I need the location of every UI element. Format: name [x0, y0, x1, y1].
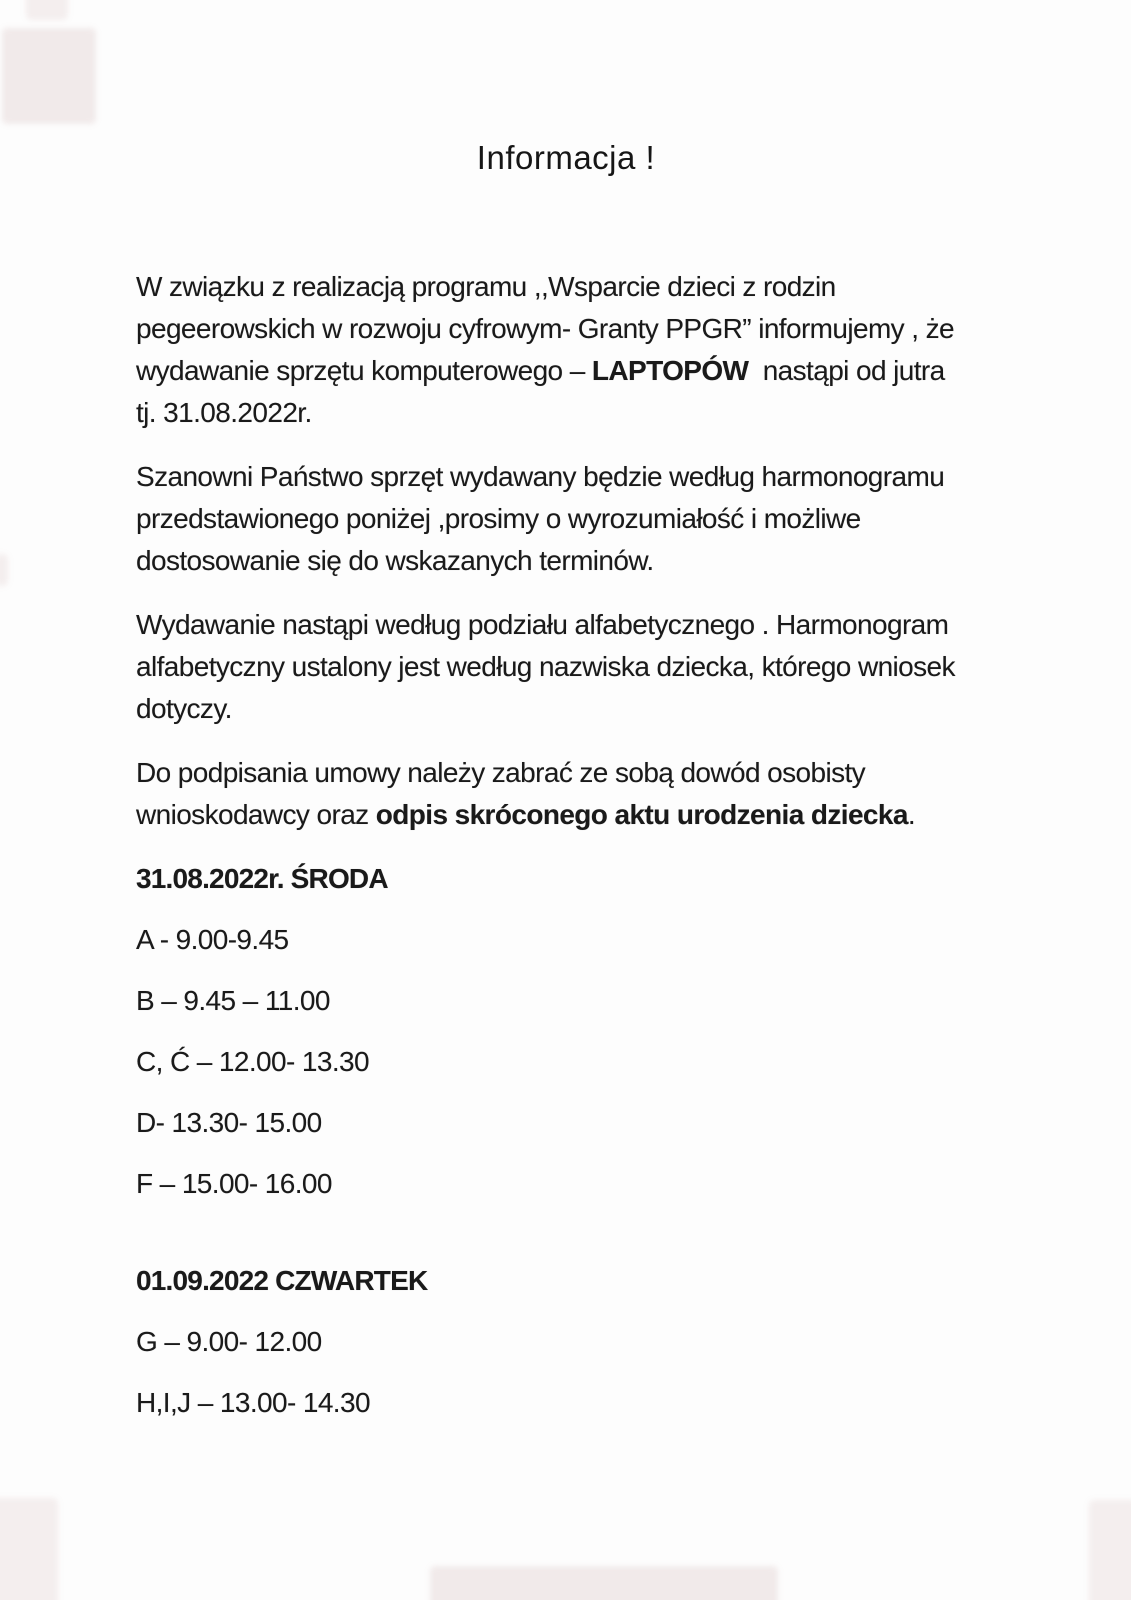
schedule-item: F – 15.00- 16.00: [136, 1168, 332, 1199]
paragraph-text: nastąpi od jutra: [748, 355, 945, 386]
paragraph-line: dotyczy.: [136, 693, 232, 724]
scan-noise-bottom-right: [1089, 1500, 1131, 1600]
scan-noise-bottom-bar: [430, 1566, 778, 1600]
paragraph-intro: [136, 266, 996, 434]
schedule-item: C, Ć – 12.00- 13.30: [136, 1046, 369, 1077]
schedule-day2: [136, 1260, 996, 1424]
scan-noise-left-edge: [0, 554, 8, 586]
paragraph-line: Wydawanie nastąpi według podziału alfabetycznego . Harmonogram: [136, 609, 949, 640]
paragraph-line: alfabetyczny ustalony jest według nazwiska dziecka, którego wniosek: [136, 651, 955, 682]
scan-noise-top-left-small: [26, 0, 68, 20]
scan-noise-bottom-left: [0, 1498, 58, 1600]
schedule-day1: [136, 858, 996, 1205]
schedule-item: A - 9.00-9.45: [136, 924, 289, 955]
paragraph-line: dostosowanie się do wskazanych terminów.: [136, 545, 654, 576]
paragraph-line: przedstawionego poniżej ,prosimy o wyrozumiałość i możliwe: [136, 503, 861, 534]
paragraph-schedule-notice: [136, 456, 996, 582]
laptops-bold-text: LAPTOPÓW: [591, 355, 749, 386]
paragraph-line: Szanowni Państwo sprzęt wydawany będzie według harmonogramu: [136, 461, 945, 492]
paragraph-line: W związku z realizacją programu ,,Wsparcie dzieci z rodzin: [136, 271, 836, 302]
schedule-item: D- 13.30- 15.00: [136, 1107, 322, 1138]
schedule-item: G – 9.00- 12.00: [136, 1326, 322, 1357]
paragraph-line: Do podpisania umowy należy zabrać ze sobą dowód osobisty: [136, 757, 866, 788]
paragraph-alphabetical: [136, 604, 996, 730]
paragraph-line: tj. 31.08.2022r.: [136, 397, 312, 428]
paragraph-line: [136, 350, 996, 392]
paragraph-line: [136, 794, 996, 836]
schedule-day1-heading: 31.08.2022r. ŚRODA: [136, 863, 388, 894]
page-title: Informacja !: [476, 139, 656, 176]
birth-certificate-bold-text: odpis skróconego aktu urodzenia dziecka: [375, 799, 908, 830]
schedule-item: B – 9.45 – 11.00: [136, 985, 330, 1016]
paragraph-text: wnioskodawcy oraz: [136, 799, 376, 830]
paragraph-line: pegeerowskich w rozwoju cyfrowym- Granty PPGR” informujemy , że: [136, 313, 954, 344]
document-content: [136, 136, 996, 1443]
paragraph-text: wydawanie sprzętu komputerowego –: [136, 355, 592, 386]
schedule-day2-heading: 01.09.2022 CZWARTEK: [136, 1265, 428, 1296]
paragraph-text: .: [907, 799, 916, 830]
schedule-item: H,I,J – 13.00- 14.30: [136, 1387, 370, 1418]
paragraph-documents-required: [136, 752, 996, 836]
scan-noise-top-left: [2, 28, 96, 124]
